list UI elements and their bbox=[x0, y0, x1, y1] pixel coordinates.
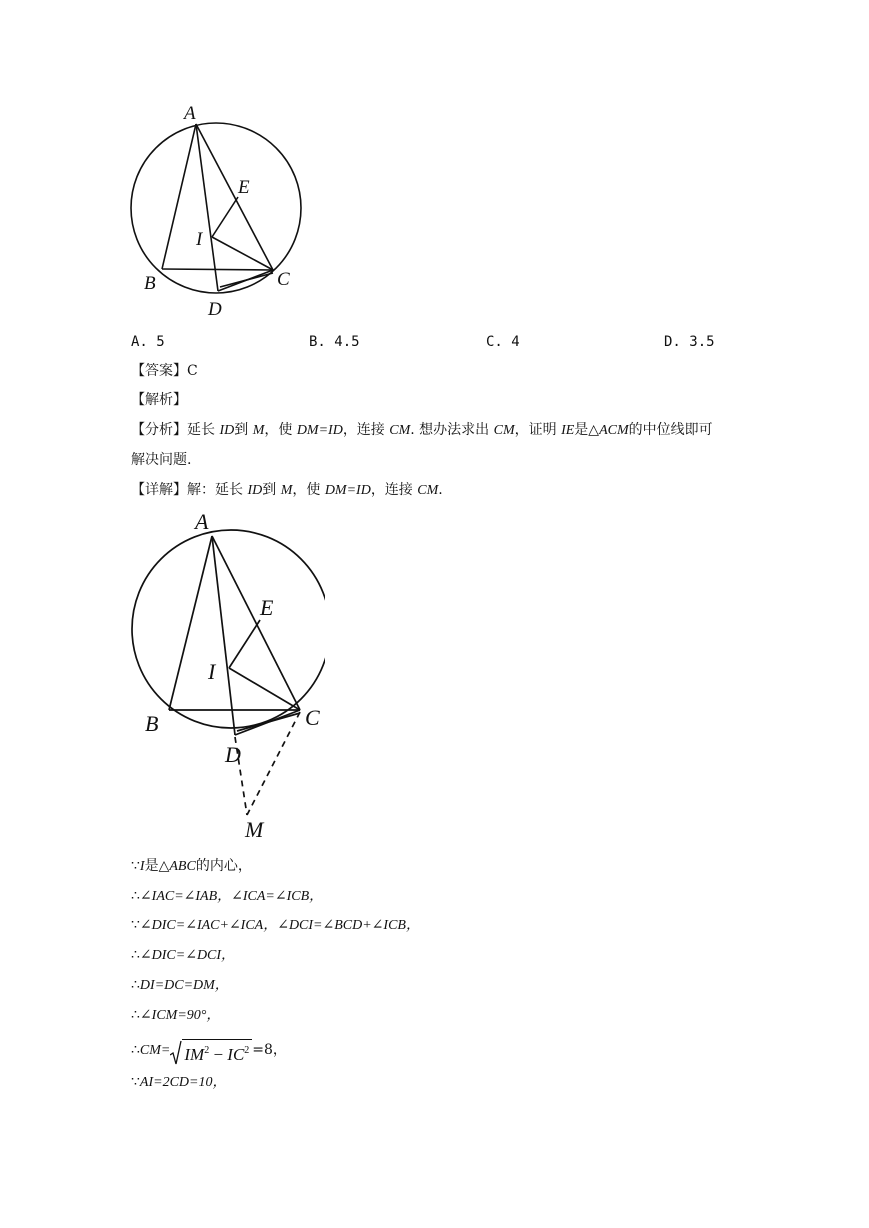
choice-c[interactable]: C. 4 bbox=[486, 334, 520, 350]
circle bbox=[132, 530, 325, 728]
label-B: B bbox=[145, 711, 159, 736]
label-E: E bbox=[260, 595, 274, 620]
step-3: ∵∠DIC=∠IAC+∠ICA，∠DCI=∠BCD+∠ICB， bbox=[131, 917, 420, 933]
step-4: ∴∠DIC=∠DCI， bbox=[131, 947, 236, 963]
label-B: B bbox=[144, 273, 156, 294]
label-A: A bbox=[184, 103, 196, 124]
segment-BC bbox=[162, 269, 273, 270]
figure-2-circle-diagram bbox=[125, 505, 325, 845]
answer-line: 【答案】C bbox=[131, 363, 198, 379]
fenxi-line-2: 解决问题. bbox=[131, 452, 192, 468]
figure-1-circle-diagram bbox=[125, 95, 310, 325]
label-C: C bbox=[305, 705, 320, 730]
label-D: D bbox=[208, 299, 222, 320]
sqrt-expression: $IM^2 - IC^2$ bbox=[170, 1039, 252, 1068]
segment-DC-2 bbox=[220, 273, 273, 287]
segment-AD bbox=[196, 124, 218, 291]
step-1: ∵I是△ABC的内心， bbox=[131, 858, 252, 874]
label-C: C bbox=[277, 269, 290, 290]
choice-d[interactable]: D. 3.5 bbox=[664, 334, 715, 350]
label-E: E bbox=[238, 177, 250, 198]
segment-DC-2 bbox=[237, 713, 300, 731]
label-D: D bbox=[225, 742, 241, 767]
choice-a[interactable]: A. 5 bbox=[131, 334, 165, 350]
label-M: M bbox=[245, 817, 264, 842]
segment-IE bbox=[229, 620, 260, 668]
circle bbox=[131, 123, 301, 293]
answer-value: C bbox=[187, 363, 198, 379]
label-A: A bbox=[195, 509, 209, 534]
segment-AD bbox=[212, 536, 235, 735]
label-I: I bbox=[208, 659, 216, 684]
step-7: ∴CM= $IM^2 - IC^2 =8$， bbox=[131, 1038, 287, 1068]
segment-IE bbox=[212, 197, 238, 237]
fenxi-line-1: 【分析】延长 ID到 M，使 DM=ID，连接 CM. 想办法求出 CM，证明 IE是△ACM的中位线即可 bbox=[131, 422, 713, 438]
segment-AB bbox=[162, 124, 196, 269]
step-8: ∵AI=2CD=10， bbox=[131, 1074, 227, 1090]
label-I: I bbox=[196, 229, 203, 250]
segment-AC bbox=[196, 124, 273, 270]
step-5: ∴DI=DC=DM， bbox=[131, 977, 229, 993]
step-2: ∴∠IAC=∠IAB，∠ICA=∠ICB， bbox=[131, 888, 324, 904]
analysis-heading: 【解析】 bbox=[131, 392, 187, 408]
choice-b[interactable]: B. 4.5 bbox=[309, 334, 360, 350]
segment-AB bbox=[169, 536, 212, 710]
xiangjie-line: 【详解】解：延长 ID到 M，使 DM=ID，连接 CM. bbox=[131, 482, 443, 498]
step-6: ∴∠ICM=90°， bbox=[131, 1007, 221, 1023]
